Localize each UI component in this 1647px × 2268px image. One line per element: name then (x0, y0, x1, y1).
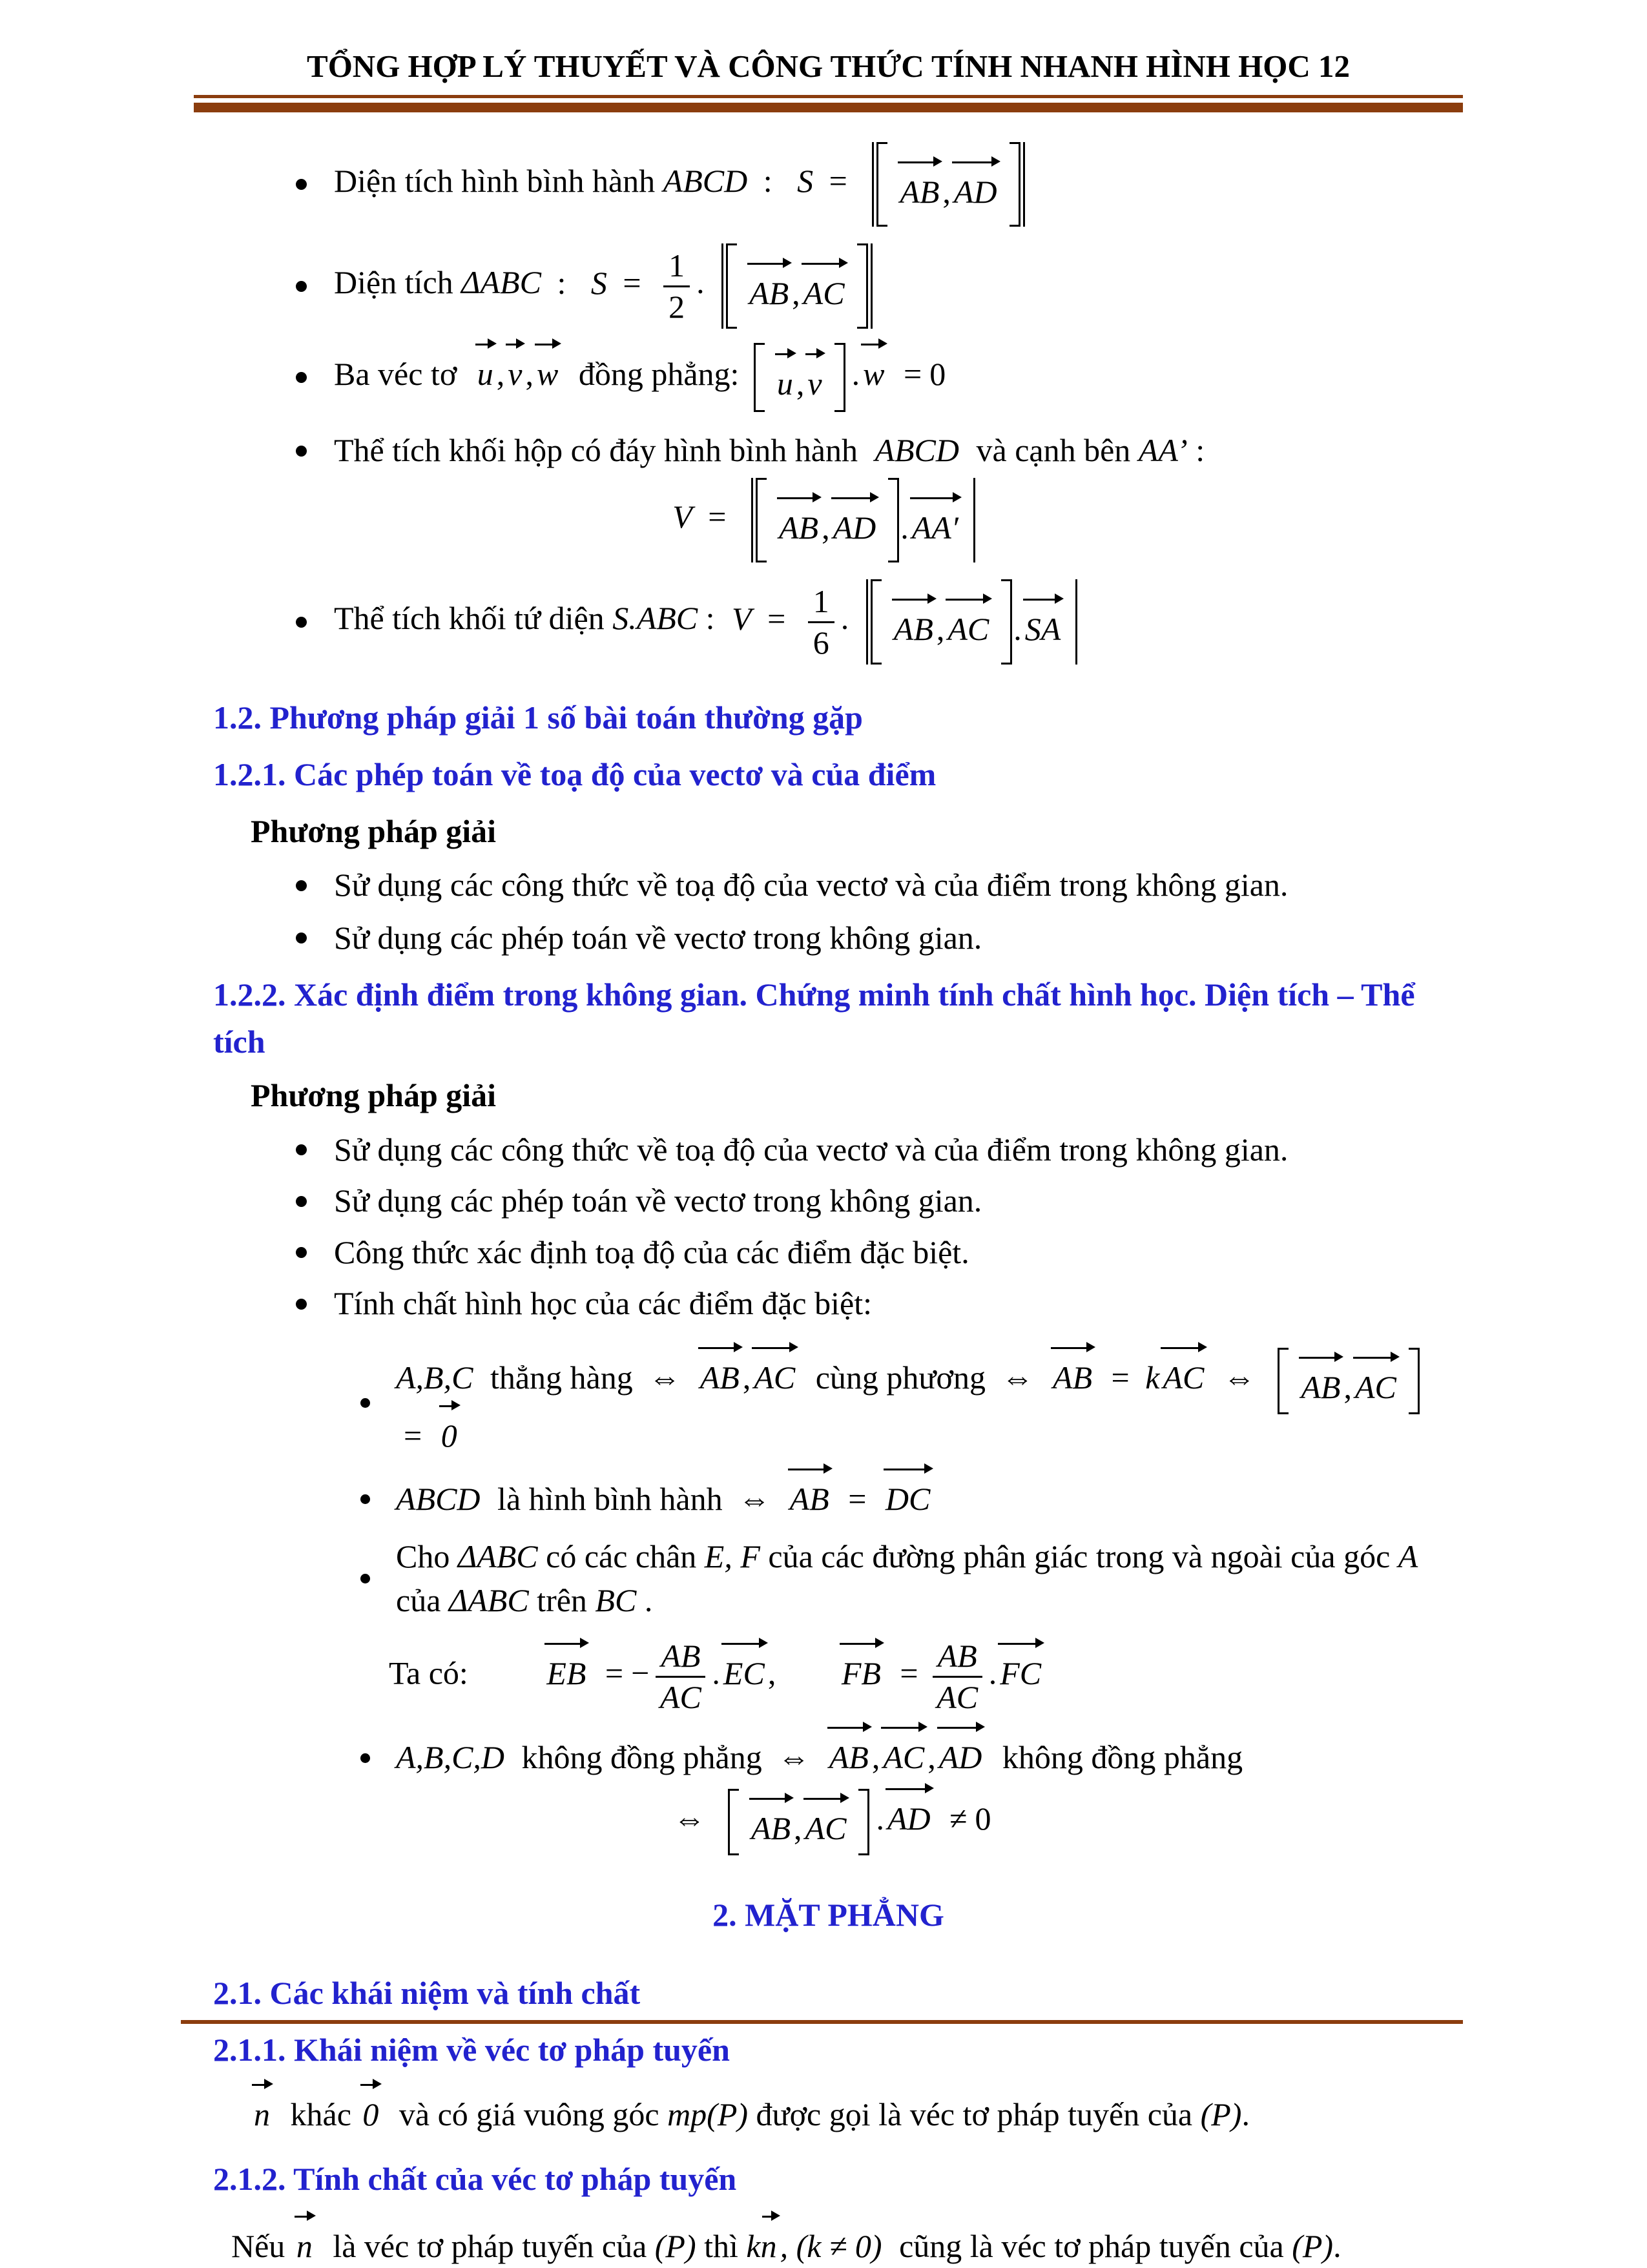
equals: = (848, 1480, 867, 1517)
vector-DC: DC (882, 1478, 933, 1521)
left-bracket-icon (876, 142, 887, 227)
method-label: Phương pháp giải (251, 1077, 497, 1114)
label: và cạnh bên (976, 432, 1131, 469)
bullet-icon (296, 1247, 307, 1258)
square-bracket (728, 1789, 870, 1856)
fraction-half: $\frac{1}{2}$ (663, 249, 690, 324)
label: cũng là véc tơ pháp tuyến của (899, 2227, 1284, 2264)
comma: , (822, 509, 830, 546)
comma: , (525, 356, 533, 393)
vector-AC: AC (800, 272, 848, 316)
label: Diện tích hình bình hành (334, 163, 656, 200)
page-title: TỔNG HỢP LÝ THUYẾT VÀ CÔNG THỨC TÍNH NHANH HÌNH HỌC 12 (307, 48, 1350, 84)
vector-zero: 0 (438, 1414, 461, 1458)
bullet-icon (360, 1398, 370, 1408)
math-var: ΔABC (457, 1538, 538, 1575)
vector-AC: AC (880, 1736, 927, 1780)
right-bracket-icon (857, 243, 868, 329)
comma: , (794, 1809, 802, 1846)
math-var: S.ABC (612, 600, 698, 637)
math-var: , (k ≠ 0) (780, 2227, 882, 2264)
list-item (296, 1128, 1463, 1172)
iff-op: ⇔ (778, 1739, 811, 1776)
label: của (396, 1582, 441, 1618)
math-var: mp(P) (667, 2096, 749, 2132)
vector-w: w (860, 353, 887, 397)
vector-v: v (804, 362, 825, 406)
right-bracket-icon (834, 343, 845, 413)
dot-op: . (1013, 611, 1022, 648)
vector-AC: AC (1352, 1366, 1400, 1410)
paragraph-normal-vector-prop (231, 2225, 1463, 2268)
list-item (296, 916, 1463, 960)
vector-AC: AC (1159, 1356, 1207, 1400)
math-var: BC (595, 1582, 637, 1618)
equals: = (1111, 1359, 1130, 1396)
comma: , (942, 173, 951, 210)
math-var: S (797, 163, 814, 200)
minus-sign: − (631, 1655, 650, 1691)
colon: : (1196, 432, 1205, 469)
iff-op: ⇔ (738, 1480, 771, 1517)
period: . (1333, 2227, 1341, 2264)
vector-n: n (761, 2225, 780, 2268)
label: được gọi là véc tơ pháp tuyến của (756, 2096, 1193, 2132)
math-var: k (746, 2227, 761, 2264)
abs-bar-icon (973, 478, 975, 563)
list-item-text: Công thức xác định toạ độ của các điểm đặc biệt. (334, 1233, 969, 1270)
right-bracket-icon (1010, 142, 1020, 227)
colon: : (763, 163, 772, 200)
bullet-icon (296, 1144, 307, 1155)
label: Thể tích khối tứ diện (334, 600, 605, 637)
iff-op: ⇔ (1223, 1359, 1256, 1396)
vector-EC: EC (720, 1652, 768, 1696)
norm-bracket (719, 243, 875, 329)
equals: = (605, 1655, 624, 1691)
norm-bar-icon (721, 243, 723, 329)
bullet-tetrahedron-volume (296, 579, 1463, 665)
math-var: A (1398, 1538, 1418, 1575)
paragraph-normal-vector-def (251, 2093, 1463, 2137)
vector-n: n (251, 2093, 273, 2137)
bullet-icon (360, 1494, 370, 1504)
header-rule-thin (194, 95, 1463, 98)
bullet-area-parallelogram (296, 142, 1463, 227)
subbullet-bisector (360, 1535, 1463, 1622)
dot-op: . (840, 600, 849, 637)
vector-u: u (474, 353, 497, 397)
math-var: ABCD (875, 432, 960, 469)
iff-op: ⇔ (1001, 1359, 1034, 1396)
bullet-icon (296, 1299, 307, 1310)
vector-AD: AD (884, 1797, 934, 1841)
vector-AB: AB (826, 1736, 872, 1780)
formula-box-volume (194, 478, 1463, 563)
heading-2-1: 2.1. Các khái niệm và tính chất (213, 1974, 641, 2011)
bullet-icon (296, 1196, 307, 1207)
list-item-text: Sử dụng các công thức về toạ độ của vectơ và của điểm trong không gian. (334, 1131, 1289, 1168)
math-var: AA’ (1138, 432, 1188, 469)
equals: = (903, 356, 922, 393)
vector-AD: AD (830, 506, 880, 550)
vector-zero: 0 (359, 2093, 382, 2137)
comma: , (1343, 1368, 1352, 1405)
equals: = (767, 600, 786, 637)
fraction-sixth: $\frac{1}{6}$ (808, 584, 834, 659)
zero: 0 (975, 1800, 991, 1837)
dot-op: . (696, 264, 705, 301)
math-var: A,B,C,D (396, 1739, 505, 1776)
left-bracket-icon (728, 1789, 739, 1856)
vector-AB: AB (746, 272, 792, 316)
vector-AB: AB (748, 1807, 794, 1851)
label: khác (290, 2096, 351, 2132)
heading-2-1-1: 2.1.1. Khái niệm về véc tơ pháp tuyến (213, 2032, 730, 2068)
left-bracket-icon (1278, 1348, 1289, 1415)
norm-bar-icon (872, 142, 874, 227)
subbullet-noncoplanar (360, 1736, 1463, 1780)
math-var: F (740, 1538, 760, 1575)
vector-SA: SA (1022, 608, 1064, 652)
subbullet-collinear (360, 1348, 1463, 1458)
comma: , (496, 356, 505, 393)
bullet-icon (296, 617, 307, 628)
math-var: S (590, 264, 607, 301)
vector-AB: AB (776, 506, 822, 550)
fraction-AB-AC: $\frac{AB}{AC}$ (933, 1639, 982, 1714)
math-var: (P) (1200, 2096, 1242, 2132)
abs-bracket (749, 478, 978, 563)
dot-op: . (900, 509, 909, 546)
list-item (296, 1282, 1463, 1326)
abs-bar-icon (866, 579, 868, 665)
label: không đồng phẳng (1002, 1739, 1243, 1776)
comma: , (927, 1739, 936, 1776)
norm-bar-icon (871, 243, 873, 329)
vector-AD: AD (951, 170, 1000, 214)
math-var: k (1145, 1359, 1160, 1396)
vector-AC: AC (751, 1356, 798, 1400)
vector-AC: AC (802, 1807, 850, 1851)
vector-AB: AB (896, 170, 942, 214)
comma: , (792, 275, 800, 312)
right-bracket-icon (1409, 1348, 1420, 1415)
math-var: ΔABC (448, 1582, 529, 1618)
vector-FC: FC (997, 1652, 1044, 1696)
equals: = (900, 1655, 918, 1691)
label: Ta có: (389, 1655, 468, 1691)
comma: , (742, 1359, 751, 1396)
vector-AA-prime: AA′ (909, 506, 962, 550)
abs-bar-icon (751, 478, 753, 563)
comma: , (796, 365, 805, 402)
comma: , (871, 1739, 880, 1776)
subbullet-parallelogram (360, 1478, 1463, 1521)
math-var: V (732, 600, 752, 637)
right-bracket-icon (888, 478, 899, 563)
bullet-icon (296, 880, 307, 891)
iff-op: ⇔ (648, 1359, 681, 1396)
list-item (296, 1231, 1463, 1275)
list-item (296, 863, 1463, 907)
math-var: ABCD (396, 1480, 481, 1517)
math-var: E, (704, 1538, 732, 1575)
vector-w: w (533, 353, 561, 397)
list-item-text: Sử dụng các phép toán về vectơ trong không gian. (334, 919, 982, 956)
norm-bracket (869, 142, 1027, 227)
fraction-AB-AC: $\frac{AB}{AC}$ (656, 1639, 705, 1714)
colon: : (557, 264, 566, 301)
vector-AB: AB (787, 1478, 833, 1521)
vector-FB: FB (838, 1652, 884, 1696)
bullet-icon (296, 179, 307, 190)
vector-AC: AC (944, 608, 992, 652)
neq-op: ≠ (949, 1800, 968, 1837)
square-bracket (1278, 1348, 1420, 1415)
vector-AD: AD (936, 1736, 986, 1780)
equals: = (623, 264, 641, 301)
math-var: (P) (1292, 2227, 1334, 2264)
formula-noncoplanar (194, 1789, 1463, 1856)
label: cùng phương (815, 1359, 986, 1396)
list-item-text: Tính chất hình học của các điểm đặc biệt: (334, 1285, 872, 1322)
label: là véc tơ pháp tuyến của (333, 2227, 647, 2264)
list-item (296, 1179, 1463, 1223)
footer-rule (181, 2020, 1463, 2024)
right-bracket-icon (1001, 579, 1012, 665)
square-bracket (754, 343, 845, 413)
heading-1-2-1: 1.2.1. Các phép toán về toạ độ của vectơ và của điểm (213, 756, 937, 793)
list-item-text: Sử dụng các công thức về toạ độ của vectơ và của điểm trong không gian. (334, 867, 1289, 903)
equals: = (404, 1418, 422, 1454)
dot-op: . (876, 1800, 884, 1837)
dot-op: . (712, 1655, 720, 1691)
bullet-icon (296, 372, 307, 383)
heading-1-2: 1.2. Phương pháp giải 1 số bài toán thường gặp (213, 699, 863, 736)
comma: , (767, 1655, 776, 1691)
label: và có giá vuông góc (399, 2096, 659, 2132)
left-bracket-icon (756, 478, 767, 563)
label: Cho (396, 1538, 450, 1575)
abs-bar-icon (1075, 579, 1077, 665)
vector-AB: AB (697, 1356, 743, 1400)
math-var: (P) (654, 2227, 696, 2264)
bullet-icon (360, 1753, 370, 1763)
right-bracket-icon (858, 1789, 869, 1856)
label: thẳng hàng (490, 1359, 633, 1396)
label: có các chân (546, 1538, 697, 1575)
bullet-icon (296, 933, 307, 943)
bullet-icon (296, 446, 307, 457)
math-var: ABCD (663, 163, 748, 200)
label: không đồng phẳng (521, 1739, 762, 1776)
vector-v: v (504, 353, 525, 397)
abs-bracket (864, 579, 1081, 665)
label: Diện tích (334, 264, 453, 301)
dot-op: . (988, 1655, 997, 1691)
zero: 0 (929, 356, 946, 393)
iff-op: ⇔ (673, 1800, 706, 1837)
math-var: V (672, 499, 692, 535)
comma: , (936, 611, 945, 648)
math-var: A,B,C (396, 1359, 473, 1396)
label: thì (704, 2227, 738, 2264)
label: Nếu (231, 2227, 285, 2264)
taco-formula (389, 1639, 1463, 1714)
period: . (1241, 2096, 1250, 2132)
math-var: ΔABC (461, 264, 541, 301)
label: là hình bình hành (497, 1480, 723, 1517)
left-bracket-icon (726, 243, 737, 329)
left-bracket-icon (871, 579, 882, 665)
bullet-icon (360, 1574, 370, 1583)
period: . (644, 1582, 653, 1618)
bullet-area-triangle (296, 243, 1463, 329)
vector-AB: AB (891, 608, 937, 652)
vector-EB: EB (543, 1652, 589, 1696)
bullet-box-volume (296, 429, 1463, 473)
vector-AB: AB (1050, 1356, 1095, 1400)
label: Ba véc tơ (334, 356, 457, 393)
equals: = (829, 163, 847, 200)
norm-bar-icon (1023, 142, 1025, 227)
bullet-icon (296, 281, 307, 292)
label: trên (537, 1582, 587, 1618)
label: của các đường phân giác trong và ngoài của góc (768, 1538, 1391, 1575)
colon: : (705, 600, 715, 637)
heading-1-2-2: 1.2.2. Xác định điểm trong không gian. Chứng minh tính chất hình học. Diện tích – Thể tích (213, 976, 1415, 1060)
label: đồng phẳng: (578, 356, 740, 393)
dot-op: . (851, 356, 860, 393)
left-bracket-icon (754, 343, 765, 413)
vector-u: u (774, 362, 796, 406)
vector-AB: AB (1298, 1366, 1343, 1410)
heading-2-1-2: 2.1.2. Tính chất của véc tơ pháp tuyến (213, 2161, 737, 2198)
bullet-coplanar-vectors (296, 343, 1463, 413)
label: Thể tích khối hộp có đáy hình bình hành (334, 432, 858, 469)
list-item-text: Sử dụng các phép toán về vectơ trong không gian. (334, 1182, 982, 1219)
heading-2: 2. MẶT PHẲNG (712, 1897, 944, 1933)
equals: = (708, 499, 727, 535)
vector-n: n (293, 2225, 316, 2268)
method-label: Phương pháp giải (251, 812, 497, 849)
header-rule-thick (194, 103, 1463, 112)
